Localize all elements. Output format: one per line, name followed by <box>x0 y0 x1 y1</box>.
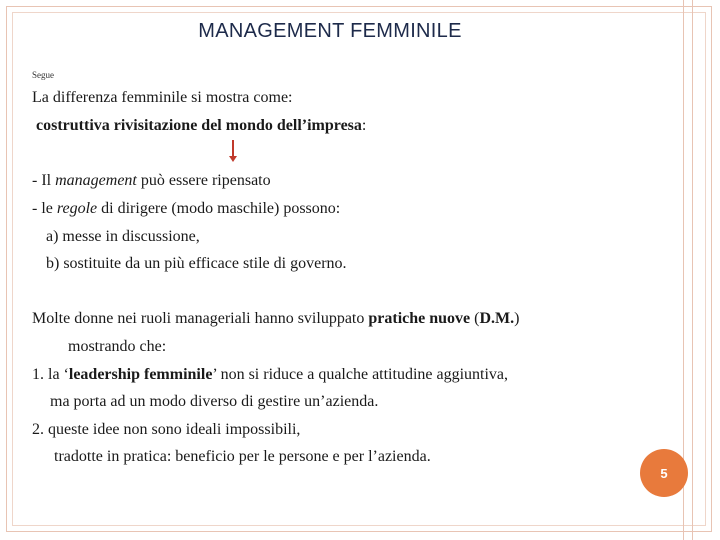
decorative-rule <box>692 0 693 540</box>
slide-title: MANAGEMENT FEMMINILE <box>198 20 462 42</box>
sub-item-a: a) messe in discussione, <box>46 228 200 245</box>
numbered-item-1: 1. la ‘leadership femminile’ non si riduce a qualche attitudine aggiuntiva, <box>32 366 509 383</box>
numbered-item-2-cont: tradotte in pratica: beneficio per le persone e per l’azienda. <box>54 448 431 465</box>
practices-line: Molte donne nei ruoli manageriali hanno sviluppato pratiche nuove (D.M.) <box>32 310 520 327</box>
intro-line: La differenza femminile si mostra come: <box>32 89 293 106</box>
sub-item-b: b) sostituite da un più efficace stile di governo. <box>46 255 347 272</box>
concept-line: costruttiva rivisitazione del mondo dell’impresa: <box>36 117 367 134</box>
bullet-management: - Il management può essere ripensato <box>32 172 271 189</box>
bullet-rules: - le regole di dirigere (modo maschile) possono: <box>32 200 341 217</box>
page-number-badge: 5 <box>640 449 688 497</box>
practices-cont: mostrando che: <box>68 338 167 355</box>
numbered-item-2: 2. queste idee non sono ideali impossibili, <box>32 421 301 438</box>
numbered-item-1-cont: ma porta ad un modo diverso di gestire un’azienda. <box>50 393 379 410</box>
segue-label: Segue <box>32 70 54 80</box>
down-arrow-icon <box>229 156 237 162</box>
